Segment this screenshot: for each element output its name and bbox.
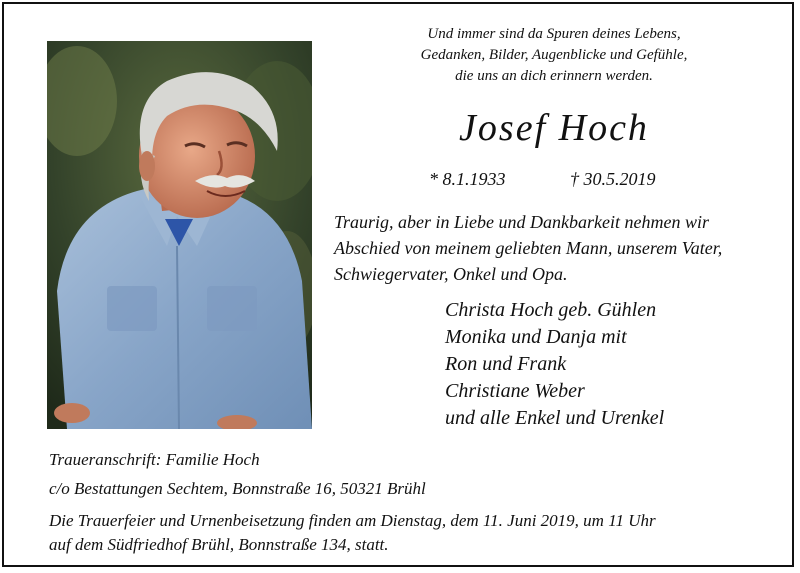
message-line: Traurig, aber in Liebe und Dankbarkeit nehmen wir [334, 212, 709, 232]
memorial-quote [334, 24, 774, 87]
death-date: † 30.5.2019 [570, 169, 656, 189]
ceremony-line: auf dem Südfriedhof Brühl, Bonnstraße 134, statt. [49, 535, 389, 554]
quote-line: Gedanken, Bilder, Augenblicke und Gefühle, [420, 47, 688, 63]
address-line: Traueranschrift: Familie Hoch [49, 450, 260, 469]
address-line: c/o Bestattungen Sechtem, Bonnstraße 16, 50321 Brühl [49, 479, 426, 498]
quote-line: Und immer sind da Spuren deines Lebens, [427, 26, 681, 42]
mourner-name: Ron und Frank [445, 353, 567, 375]
farewell-message [334, 209, 774, 287]
mourners-list [445, 297, 664, 432]
mourner-name: Monika und Danja mit [445, 326, 627, 348]
deceased-name: Josef Hoch [459, 107, 649, 149]
ceremony-line: Die Trauerfeier und Urnenbeisetzung finden am Dienstag, dem 11. Juni 2019, um 11 Uhr [49, 511, 656, 530]
portrait-photo [47, 41, 312, 429]
ceremony-info [49, 509, 656, 557]
mourner-name: und alle Enkel und Urenkel [445, 407, 665, 429]
birth-date: * 8.1.1933 [429, 169, 506, 189]
obituary-frame [2, 2, 794, 567]
mourning-address [49, 445, 426, 503]
message-line: Abschied von meinem geliebten Mann, unserem Vater, [334, 238, 723, 258]
mourner-name: Christiane Weber [445, 380, 585, 402]
quote-line: die uns an dich erinnern werden. [455, 68, 653, 84]
mourner-name: Christa Hoch geb. Gühlen [445, 299, 657, 321]
message-line: Schwiegervater, Onkel und Opa. [334, 264, 568, 284]
